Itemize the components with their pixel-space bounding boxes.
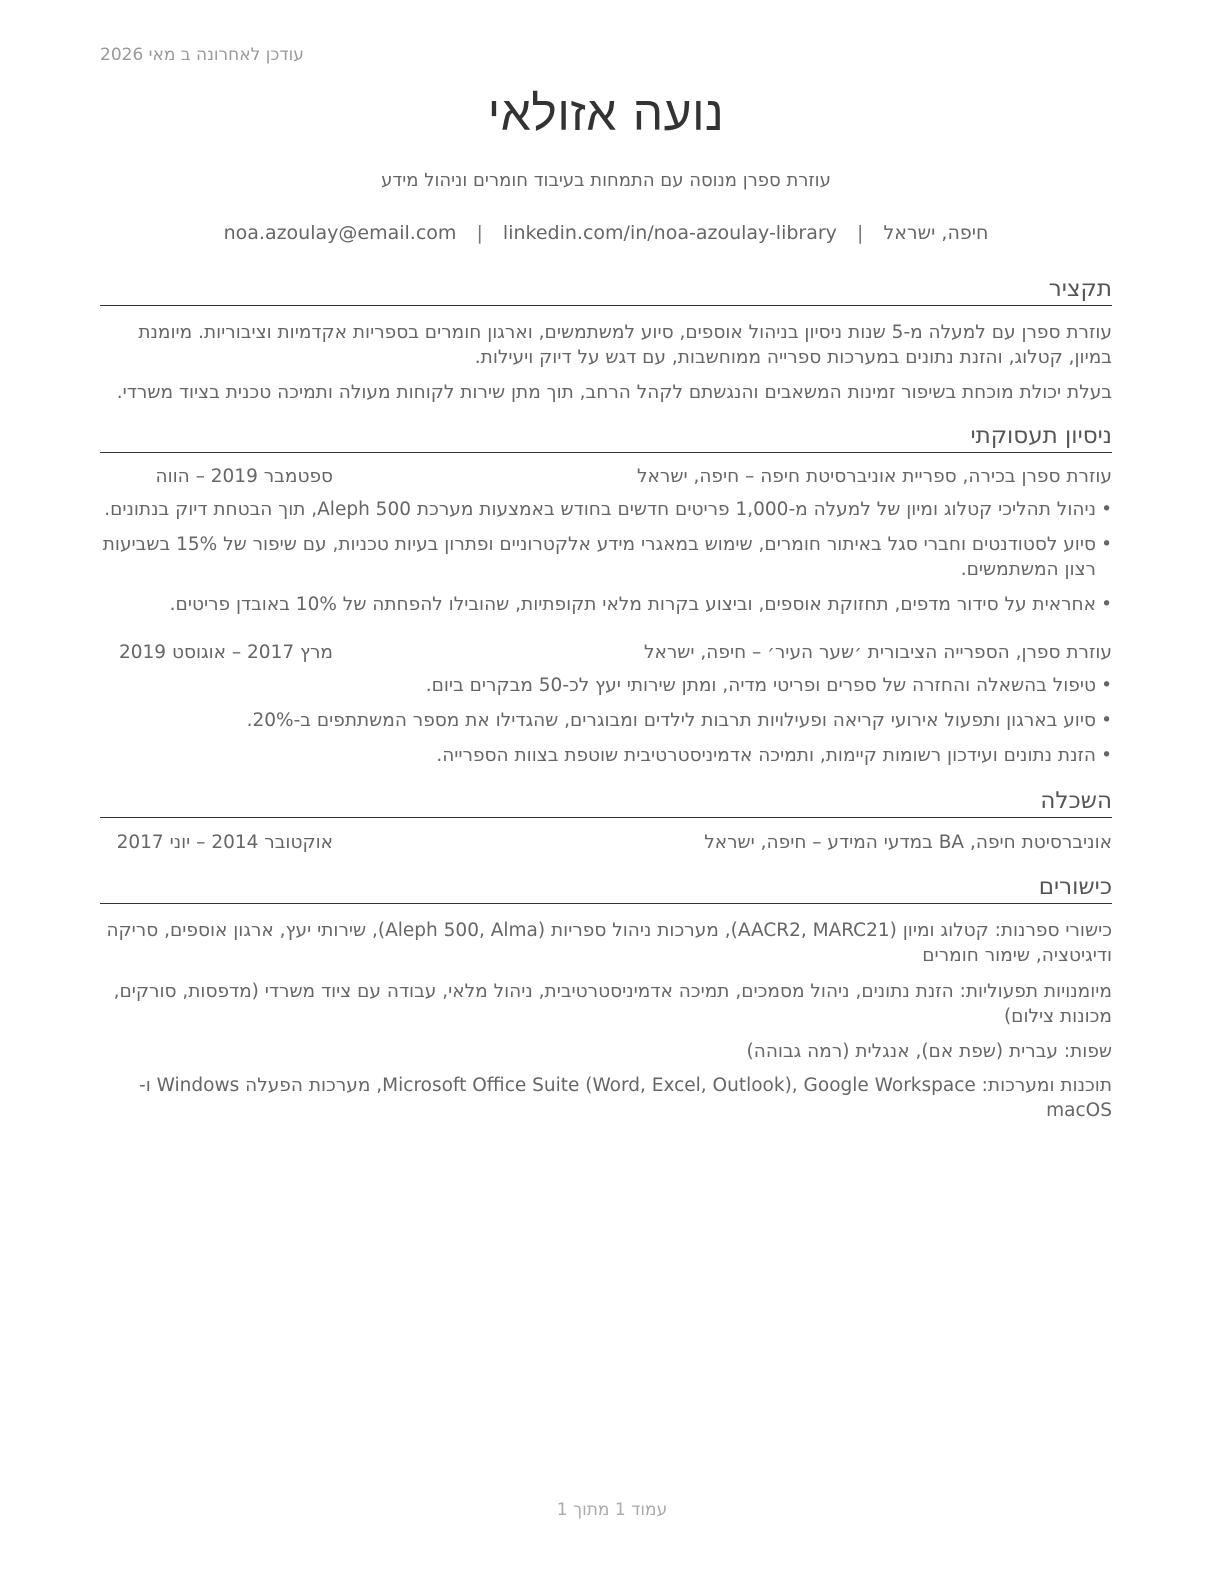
contact-separator: |: [476, 222, 483, 244]
list-item: [100, 673, 1112, 698]
contact-separator: |: [856, 222, 864, 244]
summary-paragraph: בעלת יכולת מוכחת בשיפור זמינות המשאבים והנגשתם לקהל הרחב, תוך מתן שירות לקוחות מעולה ותמיכה טכנית בציוד משרדי.: [116, 382, 1112, 403]
bullet-dot: •: [1101, 745, 1112, 766]
job-header: [100, 466, 1112, 492]
list-item: [100, 532, 1112, 582]
bullet-text: ניהול תהליכי קטלוג ומיון של למעלה מ-1,000 פריטים חדשים בחודש באמצעות מערכת Aleph 500, תוך הבטחת דיוק בנתונים.: [104, 499, 1096, 520]
skills-item: כישורי ספרנות: קטלוג ומיון (AACR2, MARC21), מערכות ניהול ספריות (Aleph 500, Alma), שירותי יעץ, ארגון אוספים, סריקה ודיגיטציה, שימור חומרים: [106, 920, 1112, 966]
bullet-text: סיוע לסטודנטים וחברי סגל באיתור חומרים, שימוש במאגרי מידע אלקטרוניים ופתרון בעיות טכניות, עם שיפור של 15% בשביעות רצון המשתמשים.: [102, 534, 1096, 580]
bullet-text: אחראית על סידור מדפים, תחזוקת אוספים, וביצוע בקרות מלאי תקופתיות, שהובילו להפחתה של 10% באובדן פריטים.: [169, 594, 1096, 615]
contact-line: [100, 222, 1112, 244]
skills-item: מיומנויות תפעוליות: הזנת נתונים, ניהול מסמכים, תמיכה אדמיניסטרטיבית, ניהול מלאי, עבודה עם ציוד משרדי (מדפסות, סורקים, מכונות צילום): [113, 981, 1112, 1027]
bullet-dot: •: [1101, 675, 1112, 696]
education-dates: אוקטובר 2014 – יוני 2017: [116, 832, 333, 853]
job-dates: ספטמבר 2019 – הווה: [155, 466, 333, 487]
section-title-summary: תקציר: [100, 274, 1112, 306]
bullet-text: סיוע בארגון ותפעול אירועי קריאה ופעילויות תרבות לילדים ומבוגרים, שהגדילו את מספר המשתתפים ב-20%.: [246, 710, 1096, 731]
candidate-name: נועה אזולאי: [487, 86, 725, 142]
job-role: עוזרת ספרן בכירה, ספריית אוניברסיטת חיפה – חיפה, ישראל: [637, 466, 1112, 487]
bullet-text: טיפול בהשאלה והחזרה של ספרים ופריטי מדיה, ומתן שירותי יעץ לכ-50 מבקרים ביום.: [425, 675, 1096, 696]
bullet-text: הזנת נתונים ועידכון רשומות קיימות, ותמיכה אדמיניסטרטיבית שוטפת בצוות הספרייה.: [436, 745, 1096, 766]
candidate-subtitle: עוזרת ספרן מנוסה עם התמחות בעיבוד חומרים וניהול מידע: [381, 170, 831, 191]
contact-linkedin[interactable]: linkedin.com/in/noa-azoulay-library: [502, 222, 837, 244]
skills-item: שפות: עברית (שפת אם), אנגלית (רמה גבוהה): [746, 1041, 1112, 1062]
job-dates: מרץ 2017 – אוגוסט 2019: [118, 642, 333, 663]
section-title-education: השכלה: [100, 786, 1112, 818]
education-entry: [100, 832, 1112, 858]
job-bullets: [100, 497, 1112, 627]
contact-location: חיפה, ישראל: [883, 222, 989, 244]
contact-email[interactable]: noa.azoulay@email.com: [223, 222, 457, 244]
list-item: [100, 708, 1112, 733]
bullet-dot: •: [1101, 710, 1112, 731]
list-item: [100, 497, 1112, 522]
skills-item: תוכנות ומערכות: Microsoft Office Suite (Word, Excel, Outlook), Google Workspace, מערכות הפעלה Windows ו-macOS: [139, 1075, 1112, 1121]
section-title-skills: כישורים: [100, 872, 1112, 904]
list-item: [100, 592, 1112, 617]
section-title-experience: ניסיון תעסוקתי: [100, 421, 1112, 453]
job-role: עוזרת ספרן, הספרייה הציבורית ׳שער העיר׳ – חיפה, ישראל: [643, 642, 1112, 663]
last-updated-note: עודכן לאחרונה ב מאי 2026: [100, 45, 304, 65]
job-bullets: [100, 673, 1112, 778]
summary-paragraph: עוזרת ספרן עם למעלה מ-5 שנות ניסיון בניהול אוספים, סיוע למשתמשים, וארגון חומרים בספריות אקדמיות וציבוריות. מיומנת במיון, קטלוג, והזנת נתונים במערכות ספרייה ממוחשבות, עם דגש על דיוק ויעילות.: [138, 322, 1112, 368]
education-degree: אוניברסיטת חיפה, BA במדעי המידע – חיפה, ישראל: [704, 832, 1112, 853]
page-number: עמוד 1 מתוך 1: [556, 1500, 668, 1520]
bullet-dot: •: [1101, 534, 1112, 555]
job-header: [100, 642, 1112, 668]
list-item: [100, 743, 1112, 768]
bullet-dot: •: [1101, 594, 1112, 615]
bullet-dot: •: [1101, 499, 1112, 520]
